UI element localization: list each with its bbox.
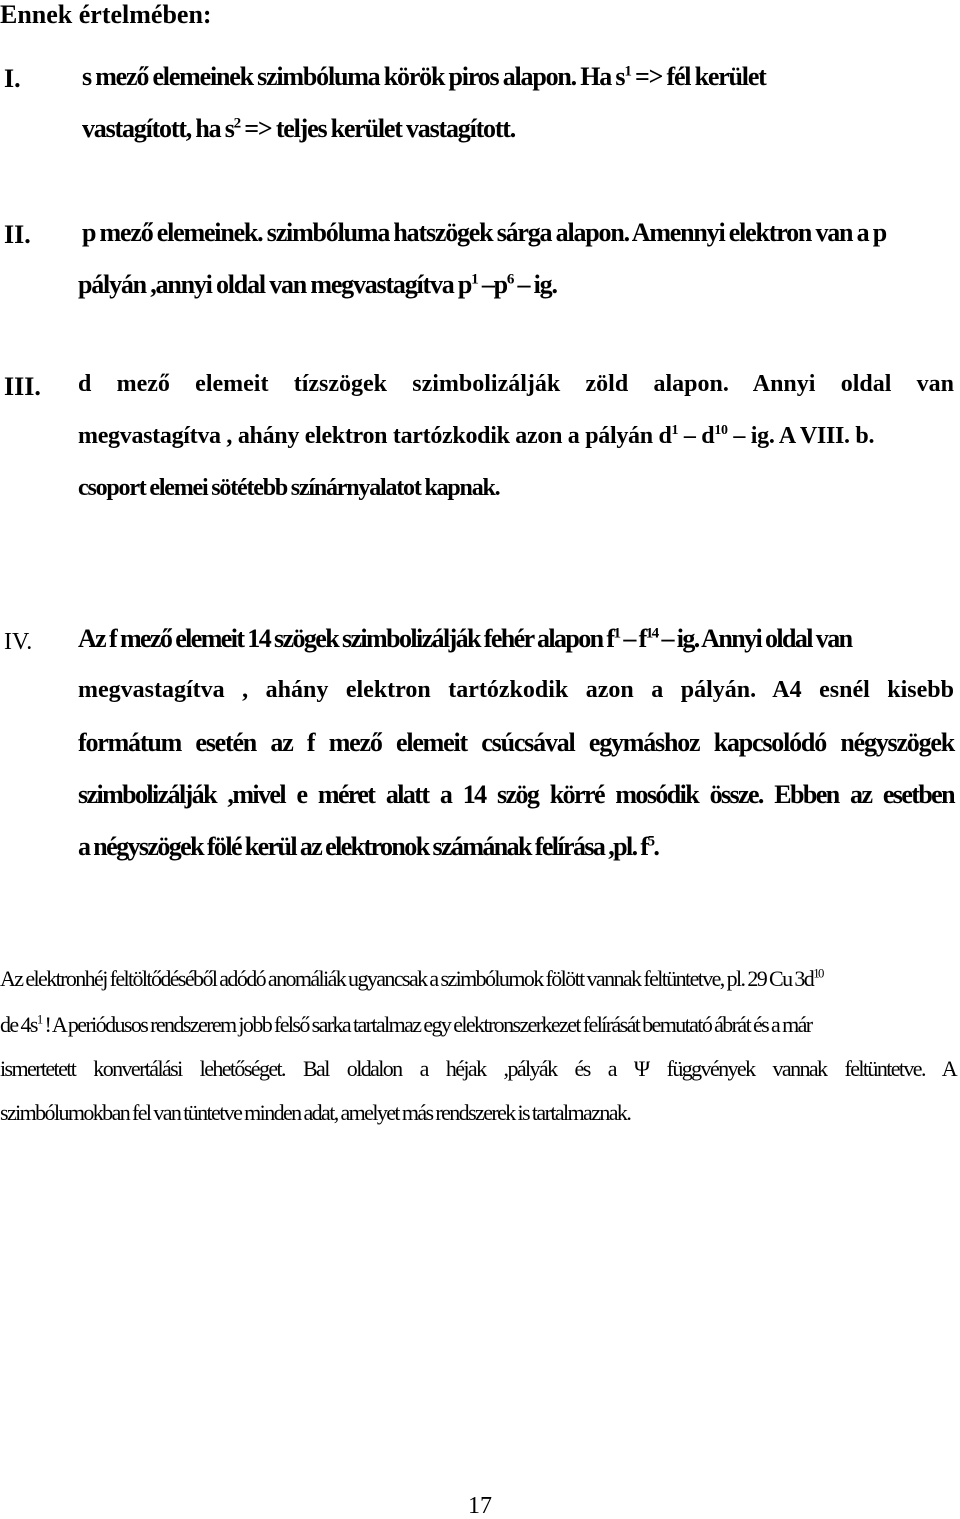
item-number-4: IV. xyxy=(4,629,33,655)
item-3-line-2: megvastagítva , ahány elektron tartózkodik azon a pályán $d^1 - d^{10}$ – ig. A VIII. b. xyxy=(78,423,875,449)
item-2-line-2: pályán ,annyi oldal van megvastagítva $p^1$ $-p^6$ – ig. xyxy=(78,270,557,299)
item-4-line-3: formátum esetén az f mező elemeit csúcsával egymáshoz kapcsolódó négyszögek xyxy=(78,728,954,757)
item-number-1: I. xyxy=(4,64,21,93)
paragraph-line-4: szimbólumokban fel van tüntetve minden adat, amelyet más rendszerek is tartalmaznak. xyxy=(0,1100,631,1125)
item-number-3: III. xyxy=(4,372,41,401)
page-heading: Ennek értelmében: xyxy=(0,0,212,29)
paragraph-line-2: de $4s^1$ ! A periódusos rendszerem jobb felső sarka tartalmaz egy elektronszerkezet felírását bemutató ábrát és a már xyxy=(0,1012,812,1037)
paragraph-line-1: Az elektronhéj feltöltődéséből adódó anomáliák ugyancsak a szimbólumok fölött vannak feltüntetve, pl. 29 Cu $3d^{10}$ xyxy=(0,966,823,991)
item-1-line-1: s mező elemeinek szimbóluma körök piros alapon. Ha $s^1$ => fél kerület xyxy=(82,62,766,91)
item-4-line-4: szimbolizálják ,mivel e méret alatt a 14 szög körré mosódik össze. Ebben az esetben xyxy=(78,780,954,809)
item-4-line-5: a négyszögek fölé kerül az elektronok számának felírása ,pl. $f^5$. xyxy=(78,832,659,861)
item-4-line-1: Az f mező elemeit 14 szögek szimbolizálják fehér alapon $f^1 - f^{14}$ – ig. Annyi oldal van xyxy=(78,624,852,653)
item-3-line-1: d mező elemeit tízszögek szimbolizálják zöld alapon. Annyi oldal van xyxy=(78,371,954,397)
item-number-2: II. xyxy=(4,220,31,249)
item-1-line-2: vastagított, ha $s^2$ => teljes kerület vastagított. xyxy=(82,114,516,143)
item-4-line-2: megvastagítva , ahány elektron tartózkodik azon a pályán. A4 esnél kisebb xyxy=(78,677,954,703)
item-2-line-1: p mező elemeinek. szimbóluma hatszögek sárga alapon. Amennyi elektron van a p xyxy=(82,218,886,247)
item-3-line-3: csoport elemei sötétebb színárnyalatot kapnak. xyxy=(78,475,500,501)
page-number: 17 xyxy=(468,1493,492,1519)
paragraph-line-3: ismertetett konvertálási lehetőséget. Bal oldalon a héjak ,pályák és a Ψ függvények vannak feltüntetve. A xyxy=(0,1056,956,1081)
